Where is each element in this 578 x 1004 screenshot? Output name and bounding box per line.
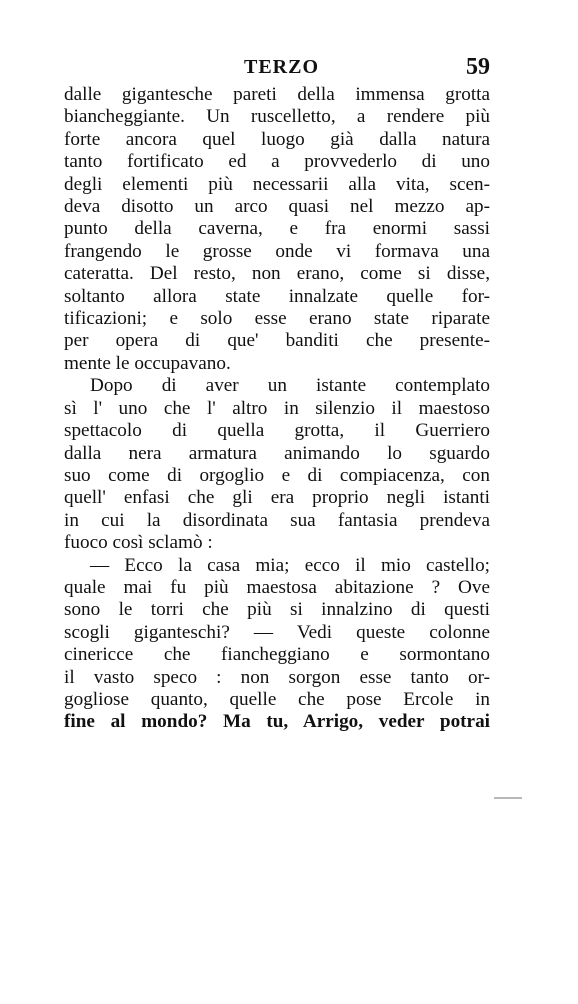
text-line: degli elementi più necessarii alla vita, scen- (64, 173, 490, 195)
text-line: punto della caverna, e fra enormi sassi (64, 218, 490, 240)
text-line: dalla nera armatura animando lo sguardo (64, 442, 490, 464)
text-line: soltanto allora state innalzate quelle for- (64, 285, 490, 307)
text-line: dalle gigantesche pareti della immensa grotta (64, 84, 490, 105)
body-text (64, 84, 490, 734)
running-title: TERZO (244, 56, 320, 78)
text-line: — Ecco la casa mia; ecco il mio castello; (90, 554, 490, 576)
text-line: biancheggiante. Un ruscelletto, a rendere più (64, 106, 490, 128)
text-line: Dopo di aver un istante contemplato (90, 375, 490, 397)
text-line: frangendo le grosse onde vi formava una (64, 240, 490, 262)
text-line: quale mai fu più maestosa abitazione ? Ove (64, 576, 490, 598)
text-line: deva disotto un arco quasi nel mezzo ap- (64, 196, 490, 218)
text-line: cateratta. Del resto, non erano, come si disse, (64, 263, 490, 285)
text-line: fine al mondo? Ma tu, Arrigo, veder potrai (64, 711, 490, 733)
scan-mark (494, 797, 522, 799)
text-line: scogli giganteschi? — Vedi queste colonne (64, 621, 490, 643)
text-line: sì l' uno che l' altro in silenzio il maestoso (64, 397, 490, 419)
text-line: il vasto speco : non sorgon esse tanto or- (64, 666, 490, 688)
text-line: tanto fortificato ed a provvederlo di uno (64, 151, 490, 173)
text-line: forte ancora quel luogo già dalla natura (64, 128, 490, 150)
text-line: sono le torri che più si innalzino di questi (64, 599, 490, 621)
page-number: 59 (466, 54, 490, 80)
text-line: tificazioni; e solo esse erano state riparate (64, 308, 490, 330)
text-line: fuoco così sclamò : (64, 532, 213, 554)
text-line: gogliose quanto, quelle che pose Ercole in (64, 688, 490, 710)
text-line: cinericce che fiancheggiano e sormontano (64, 644, 490, 666)
text-line: per opera di que' banditi che presente- (64, 330, 490, 352)
text-line: in cui la disordinata sua fantasia prendeva (64, 509, 490, 531)
page-header (64, 56, 490, 86)
text-line: quell' enfasi che gli era proprio negli istanti (64, 487, 490, 509)
text-line: spettacolo di quella grotta, il Guerriero (64, 420, 490, 442)
text-line: mente le occupavano. (64, 352, 231, 374)
text-line: suo come di orgoglio e di compiacenza, con (64, 464, 490, 486)
